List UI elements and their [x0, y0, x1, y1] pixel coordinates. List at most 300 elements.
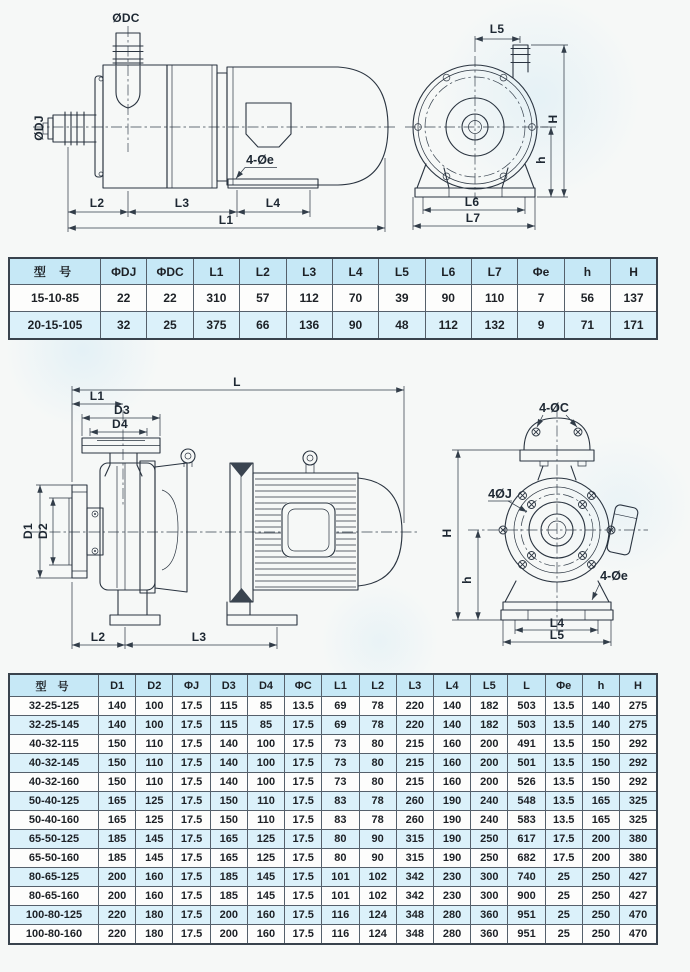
dim-label-l5-bottom: L5 [549, 628, 565, 642]
value-cell: 90 [425, 285, 471, 312]
value-cell: 380 [620, 849, 657, 868]
column-header: Φe [518, 258, 564, 285]
value-cell: 32 [101, 312, 147, 340]
value-cell: 100 [136, 697, 173, 716]
dim-label-d2: D2 [36, 523, 50, 539]
column-header: L6 [425, 258, 471, 285]
value-cell: 230 [433, 887, 470, 906]
value-cell: 160 [433, 735, 470, 754]
value-cell: 101 [322, 868, 359, 887]
value-cell: 78 [359, 792, 396, 811]
value-cell: 200 [99, 887, 136, 906]
value-cell: 250 [471, 849, 508, 868]
value-cell: 190 [433, 792, 470, 811]
value-cell: 115 [210, 697, 247, 716]
value-cell: 17.5 [173, 811, 210, 830]
value-cell: 69 [322, 697, 359, 716]
value-cell: 230 [433, 868, 470, 887]
value-cell: 17.5 [173, 697, 210, 716]
value-cell: 125 [136, 811, 173, 830]
column-header: Φe [545, 674, 582, 697]
value-cell: 292 [620, 735, 657, 754]
dim-label-l1-bottom: L1 [89, 389, 105, 403]
value-cell: 57 [240, 285, 286, 312]
value-cell: 300 [471, 868, 508, 887]
value-cell: 240 [471, 792, 508, 811]
model-cell: 40-32-160 [9, 773, 99, 792]
value-cell: 185 [210, 868, 247, 887]
column-header: D3 [210, 674, 247, 697]
value-cell: 17.5 [285, 868, 322, 887]
value-cell: 171 [611, 312, 657, 340]
value-cell: 160 [136, 868, 173, 887]
value-cell: 13.5 [545, 773, 582, 792]
value-cell: 17.5 [545, 830, 582, 849]
dim-label-d3: D3 [114, 403, 130, 417]
value-cell: 17.5 [173, 868, 210, 887]
value-cell: 73 [322, 773, 359, 792]
value-cell: 125 [247, 849, 284, 868]
table-row [9, 792, 657, 811]
value-cell: 25 [545, 868, 582, 887]
value-cell: 17.5 [173, 773, 210, 792]
value-cell: 66 [240, 312, 286, 340]
value-cell: 315 [396, 849, 433, 868]
value-cell: 17.5 [285, 887, 322, 906]
value-cell: 140 [210, 773, 247, 792]
table-row [9, 925, 657, 945]
model-cell: 100-80-160 [9, 925, 99, 945]
value-cell: 112 [425, 312, 471, 340]
table-row [9, 697, 657, 716]
value-cell: 17.5 [545, 849, 582, 868]
column-header: L2 [359, 674, 396, 697]
model-cell: 32-25-125 [9, 697, 99, 716]
value-cell: 140 [582, 697, 619, 716]
value-cell: 13.5 [545, 697, 582, 716]
value-cell: 951 [508, 925, 545, 945]
value-cell: 110 [247, 811, 284, 830]
value-cell: 13.5 [545, 811, 582, 830]
value-cell: 80 [322, 830, 359, 849]
dim-label-4c: 4-ØC [539, 401, 569, 415]
value-cell: 80 [359, 754, 396, 773]
value-cell: 39 [379, 285, 425, 312]
value-cell: 470 [620, 906, 657, 925]
pump2-drawing [0, 340, 690, 670]
column-header: L [508, 674, 545, 697]
value-cell: 300 [471, 887, 508, 906]
value-cell: 17.5 [173, 792, 210, 811]
model-cell: 80-65-125 [9, 868, 99, 887]
value-cell: 220 [99, 925, 136, 945]
value-cell: 250 [582, 925, 619, 945]
column-header: h [582, 674, 619, 697]
column-header: L3 [396, 674, 433, 697]
pump1-drawing [0, 0, 690, 252]
table-row [9, 285, 657, 312]
column-header: L5 [471, 674, 508, 697]
column-header: L2 [240, 258, 286, 285]
table-row [9, 887, 657, 906]
column-header: D2 [136, 674, 173, 697]
value-cell: 13.5 [545, 792, 582, 811]
value-cell: 185 [99, 830, 136, 849]
value-cell: 90 [332, 312, 378, 340]
dim-label-l6-top: L6 [464, 195, 480, 209]
value-cell: 140 [99, 697, 136, 716]
value-cell: 100 [136, 716, 173, 735]
value-cell: 101 [322, 887, 359, 906]
value-cell: 260 [396, 792, 433, 811]
value-cell: 375 [193, 312, 239, 340]
value-cell: 190 [433, 830, 470, 849]
value-cell: 80 [359, 735, 396, 754]
table-row [9, 735, 657, 754]
value-cell: 150 [210, 811, 247, 830]
value-cell: 160 [136, 887, 173, 906]
value-cell: 310 [193, 285, 239, 312]
value-cell: 71 [564, 312, 610, 340]
dim-label-h-top: h [534, 156, 548, 164]
value-cell: 17.5 [285, 754, 322, 773]
value-cell: 348 [396, 925, 433, 945]
value-cell: 200 [582, 849, 619, 868]
dim-label-l4-top: L4 [265, 196, 281, 210]
value-cell: 150 [582, 754, 619, 773]
value-cell: 682 [508, 849, 545, 868]
value-cell: 200 [471, 773, 508, 792]
value-cell: 17.5 [173, 925, 210, 945]
value-cell: 140 [210, 735, 247, 754]
value-cell: 25 [545, 925, 582, 945]
value-cell: 17.5 [285, 906, 322, 925]
dim-label-4e-top: 4-Øe [246, 153, 274, 167]
value-cell: 110 [136, 754, 173, 773]
value-cell: 83 [322, 792, 359, 811]
value-cell: 180 [136, 925, 173, 945]
pump2-front-view [440, 401, 648, 646]
value-cell: 145 [136, 830, 173, 849]
value-cell: 200 [99, 868, 136, 887]
value-cell: 56 [564, 285, 610, 312]
value-cell: 200 [471, 754, 508, 773]
value-cell: 583 [508, 811, 545, 830]
header-row [9, 258, 657, 285]
value-cell: 78 [359, 716, 396, 735]
value-cell: 17.5 [173, 735, 210, 754]
value-cell: 140 [582, 716, 619, 735]
value-cell: 182 [471, 697, 508, 716]
value-cell: 17.5 [173, 887, 210, 906]
dim-label-l2-top: L2 [89, 196, 105, 210]
column-header: L7 [472, 258, 518, 285]
column-header: D1 [99, 674, 136, 697]
dim-label-l2-bottom: L2 [90, 630, 106, 644]
value-cell: 17.5 [285, 735, 322, 754]
dim-label-dj: ØDJ [32, 115, 46, 141]
value-cell: 116 [322, 906, 359, 925]
table-row [9, 773, 657, 792]
value-cell: 292 [620, 754, 657, 773]
value-cell: 548 [508, 792, 545, 811]
value-cell: 150 [99, 754, 136, 773]
value-cell: 160 [247, 925, 284, 945]
column-header: ΦC [285, 674, 322, 697]
value-cell: 215 [396, 754, 433, 773]
value-cell: 7 [518, 285, 564, 312]
dimensions-table-cqb-pump [8, 673, 658, 945]
value-cell: 165 [210, 849, 247, 868]
value-cell: 503 [508, 716, 545, 735]
value-cell: 185 [210, 887, 247, 906]
model-cell: 50-40-160 [9, 811, 99, 830]
value-cell: 160 [433, 754, 470, 773]
column-header: L4 [433, 674, 470, 697]
value-cell: 70 [332, 285, 378, 312]
value-cell: 180 [136, 906, 173, 925]
value-cell: 25 [545, 906, 582, 925]
model-cell: 80-65-160 [9, 887, 99, 906]
table-row [9, 868, 657, 887]
value-cell: 100 [247, 773, 284, 792]
column-header: L1 [193, 258, 239, 285]
value-cell: 342 [396, 868, 433, 887]
value-cell: 140 [433, 697, 470, 716]
value-cell: 17.5 [285, 830, 322, 849]
value-cell: 17.5 [285, 849, 322, 868]
value-cell: 165 [99, 811, 136, 830]
value-cell: 160 [433, 773, 470, 792]
value-cell: 250 [582, 887, 619, 906]
value-cell: 325 [620, 792, 657, 811]
value-cell: 427 [620, 868, 657, 887]
column-header: h [564, 258, 610, 285]
value-cell: 17.5 [285, 811, 322, 830]
model-cell: 40-32-115 [9, 735, 99, 754]
value-cell: 80 [322, 849, 359, 868]
pump1-side-view [32, 11, 398, 232]
value-cell: 150 [210, 792, 247, 811]
model-cell: 65-50-160 [9, 849, 99, 868]
value-cell: 348 [396, 906, 433, 925]
value-cell: 22 [101, 285, 147, 312]
value-cell: 150 [582, 735, 619, 754]
value-cell: 165 [582, 811, 619, 830]
value-cell: 13.5 [545, 754, 582, 773]
dim-label-H-top: H [546, 114, 560, 124]
value-cell: 17.5 [285, 716, 322, 735]
value-cell: 85 [247, 716, 284, 735]
value-cell: 360 [471, 925, 508, 945]
value-cell: 501 [508, 754, 545, 773]
value-cell: 90 [359, 830, 396, 849]
value-cell: 190 [433, 849, 470, 868]
value-cell: 17.5 [173, 906, 210, 925]
dim-label-l3-top: L3 [174, 196, 190, 210]
value-cell: 160 [247, 906, 284, 925]
dim-label-l7-top: L7 [465, 211, 481, 225]
value-cell: 250 [471, 830, 508, 849]
column-header: L5 [379, 258, 425, 285]
value-cell: 740 [508, 868, 545, 887]
value-cell: 250 [582, 906, 619, 925]
dim-label-l5-top: L5 [489, 22, 505, 36]
value-cell: 260 [396, 811, 433, 830]
value-cell: 380 [620, 830, 657, 849]
value-cell: 80 [359, 773, 396, 792]
value-cell: 292 [620, 773, 657, 792]
value-cell: 124 [359, 906, 396, 925]
dim-label-dc: ØDC [112, 11, 140, 25]
value-cell: 275 [620, 716, 657, 735]
column-header: H [620, 674, 657, 697]
dim-label-h-bottom: h [460, 576, 474, 584]
table-row [9, 754, 657, 773]
table-row [9, 830, 657, 849]
value-cell: 136 [286, 312, 332, 340]
value-cell: 503 [508, 697, 545, 716]
value-cell: 9 [518, 312, 564, 340]
dim-label-4j: 4ØJ [488, 487, 512, 501]
value-cell: 110 [136, 735, 173, 754]
value-cell: 48 [379, 312, 425, 340]
model-cell: 65-50-125 [9, 830, 99, 849]
value-cell: 165 [99, 792, 136, 811]
value-cell: 17.5 [285, 925, 322, 945]
value-cell: 25 [147, 312, 193, 340]
value-cell: 150 [582, 773, 619, 792]
value-cell: 315 [396, 830, 433, 849]
value-cell: 280 [433, 906, 470, 925]
value-cell: 78 [359, 811, 396, 830]
pump2-side-view [21, 375, 420, 649]
column-header: H [611, 258, 657, 285]
model-cell: 15-10-85 [9, 285, 101, 312]
model-cell: 20-15-105 [9, 312, 101, 340]
value-cell: 132 [472, 312, 518, 340]
value-cell: 427 [620, 887, 657, 906]
value-cell: 100 [247, 735, 284, 754]
header-row [9, 674, 657, 697]
value-cell: 360 [471, 906, 508, 925]
dim-label-l3-bottom: L3 [191, 630, 207, 644]
column-header: 型 号 [9, 674, 99, 697]
column-header: D4 [247, 674, 284, 697]
dimensions-table-small-pump [8, 257, 658, 340]
value-cell: 900 [508, 887, 545, 906]
value-cell: 280 [433, 925, 470, 945]
value-cell: 22 [147, 285, 193, 312]
value-cell: 13.5 [285, 697, 322, 716]
column-header: L1 [322, 674, 359, 697]
value-cell: 73 [322, 754, 359, 773]
value-cell: 116 [322, 925, 359, 945]
value-cell: 112 [286, 285, 332, 312]
dim-label-d1: D1 [21, 523, 35, 539]
value-cell: 17.5 [173, 849, 210, 868]
value-cell: 110 [472, 285, 518, 312]
value-cell: 215 [396, 735, 433, 754]
value-cell: 13.5 [545, 716, 582, 735]
value-cell: 165 [582, 792, 619, 811]
value-cell: 200 [210, 906, 247, 925]
model-cell: 100-80-125 [9, 906, 99, 925]
value-cell: 140 [99, 716, 136, 735]
value-cell: 110 [247, 792, 284, 811]
model-cell: 32-25-145 [9, 716, 99, 735]
value-cell: 145 [247, 868, 284, 887]
value-cell: 85 [247, 697, 284, 716]
table-row [9, 716, 657, 735]
value-cell: 110 [136, 773, 173, 792]
value-cell: 470 [620, 925, 657, 945]
table-row [9, 811, 657, 830]
value-cell: 215 [396, 773, 433, 792]
value-cell: 125 [136, 792, 173, 811]
value-cell: 275 [620, 697, 657, 716]
pump1-front-view [405, 22, 568, 230]
value-cell: 73 [322, 735, 359, 754]
value-cell: 145 [136, 849, 173, 868]
value-cell: 240 [471, 811, 508, 830]
value-cell: 69 [322, 716, 359, 735]
value-cell: 140 [210, 754, 247, 773]
value-cell: 150 [99, 773, 136, 792]
table-row [9, 312, 657, 340]
value-cell: 190 [433, 811, 470, 830]
dim-label-d4: D4 [112, 417, 128, 431]
column-header: ΦDJ [101, 258, 147, 285]
value-cell: 200 [471, 735, 508, 754]
value-cell: 150 [99, 735, 136, 754]
dim-label-4e-bottom: 4-Øe [600, 569, 628, 583]
value-cell: 325 [620, 811, 657, 830]
value-cell: 250 [582, 868, 619, 887]
column-header: ΦJ [173, 674, 210, 697]
dim-label-H-bottom: H [440, 528, 454, 538]
table-row [9, 906, 657, 925]
value-cell: 115 [210, 716, 247, 735]
value-cell: 145 [247, 887, 284, 906]
value-cell: 17.5 [285, 773, 322, 792]
value-cell: 220 [99, 906, 136, 925]
value-cell: 220 [396, 697, 433, 716]
value-cell: 951 [508, 906, 545, 925]
dim-label-l1-top: L1 [218, 213, 234, 227]
value-cell: 17.5 [173, 716, 210, 735]
value-cell: 124 [359, 925, 396, 945]
value-cell: 90 [359, 849, 396, 868]
model-cell: 40-32-145 [9, 754, 99, 773]
value-cell: 100 [247, 754, 284, 773]
value-cell: 617 [508, 830, 545, 849]
value-cell: 17.5 [173, 830, 210, 849]
model-cell: 50-40-125 [9, 792, 99, 811]
value-cell: 185 [99, 849, 136, 868]
value-cell: 17.5 [285, 792, 322, 811]
table-row [9, 849, 657, 868]
value-cell: 491 [508, 735, 545, 754]
value-cell: 182 [471, 716, 508, 735]
value-cell: 526 [508, 773, 545, 792]
value-cell: 165 [210, 830, 247, 849]
value-cell: 17.5 [173, 754, 210, 773]
value-cell: 25 [545, 887, 582, 906]
value-cell: 220 [396, 716, 433, 735]
value-cell: 78 [359, 697, 396, 716]
value-cell: 137 [611, 285, 657, 312]
